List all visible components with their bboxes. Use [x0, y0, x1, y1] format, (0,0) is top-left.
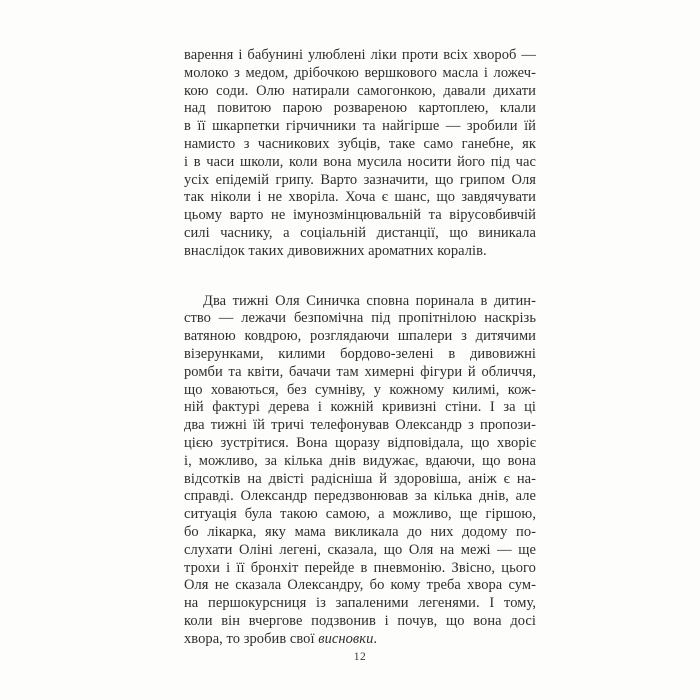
text-line: ромби та квіти, бачачи там химерні фігури й обличчя,: [184, 363, 536, 380]
text-line: і, можливо, за кілька днів видужає, вдаючи, що вона: [184, 452, 536, 469]
text-line: в її шкарпетки гірчичники та найгірше — зробили їй: [184, 118, 536, 135]
text-line: варення і бабунині улюблені ліки проти всіх хвороб —: [184, 47, 536, 63]
text-line: візерунками, килими бордово-зелені в дивовижні: [184, 345, 536, 362]
paragraph: [184, 293, 536, 649]
text-line: і в часи школи, коли вона мусила носити його під час: [184, 153, 536, 170]
text-line: цьому варто не імунозмінцювальній та вірусовбивчій: [184, 207, 536, 224]
text-line: силі часнику, а соціальній дистанції, що виникала: [184, 224, 536, 241]
text-line: на першокурсниця із запаленими легенями. І тому,: [184, 595, 536, 612]
text-line: молоко з медом, дрібочкою вершкового масла і ложеч-: [184, 64, 536, 81]
text-line: ватяною ковдрою, розглядаючи шпалери з дитячими: [184, 328, 536, 345]
page-text-block: [184, 47, 536, 649]
text-fragment: .: [373, 630, 378, 647]
text-line: [184, 631, 536, 649]
text-line: кою соди. Олю натирали самогонкою, давали дихати: [184, 82, 536, 99]
paragraph: [184, 47, 536, 261]
text-line: слухати Оліні легені, сказала, що Оля на межі — ще: [184, 541, 536, 558]
page-number: 12: [353, 651, 367, 663]
text-line: Два тижні Оля Синичка сповна поринала в дитин-: [203, 292, 536, 309]
text-fragment: хвора, то зробив свої: [184, 630, 319, 647]
text-line: коли він вчергове подзвонив і почув, що вона досі: [184, 612, 536, 629]
text-line: ситуація була такою самою, а можливо, ще гіршою,: [184, 506, 536, 523]
text-line: внаслідок таких дивовижних ароматних коралів.: [184, 242, 487, 259]
text-line: цією зустрітися. Вона щоразу відповідала, що хворіє: [184, 434, 536, 451]
text-line: ній фактурі дерева і кожній кривизні стіни. І за ці: [184, 399, 536, 416]
text-line: справді. Олександр передзвонював за кілька днів, але: [184, 488, 536, 505]
text-line: над повитою парою розвареною картоплею, клали: [184, 100, 536, 117]
text-line: відсотків на двісті радісніша й здоровіша, аніж є на-: [184, 470, 536, 487]
text-line: бо лікарка, яку мама викликала до них додому по-: [184, 523, 536, 540]
italic-text-fragment: висновки: [318, 630, 374, 647]
text-line: ство — лежачи безпомічна під пропітнілою наскрізь: [184, 310, 536, 327]
text-line: що ховаються, без сумніву, у кожному килимі, кож-: [184, 381, 536, 398]
text-line: два тижні їй тричі телефонував Олександр з пропози-: [184, 417, 536, 434]
text-line: намисто з часникових зубців, таке само ганебне, як: [184, 135, 536, 152]
text-line: трохи і її бронхіт перейде в пневмонію. Звісно, цього: [184, 559, 536, 576]
text-line: усіх епідемій грипу. Варто зазначити, що грипом Оля: [184, 171, 536, 188]
text-line: Оля не сказала Олександру, бо кому треба хвора сум-: [184, 577, 536, 594]
text-line: так ніколи і не хворіла. Хоча є шанс, що завдячувати: [184, 189, 536, 206]
